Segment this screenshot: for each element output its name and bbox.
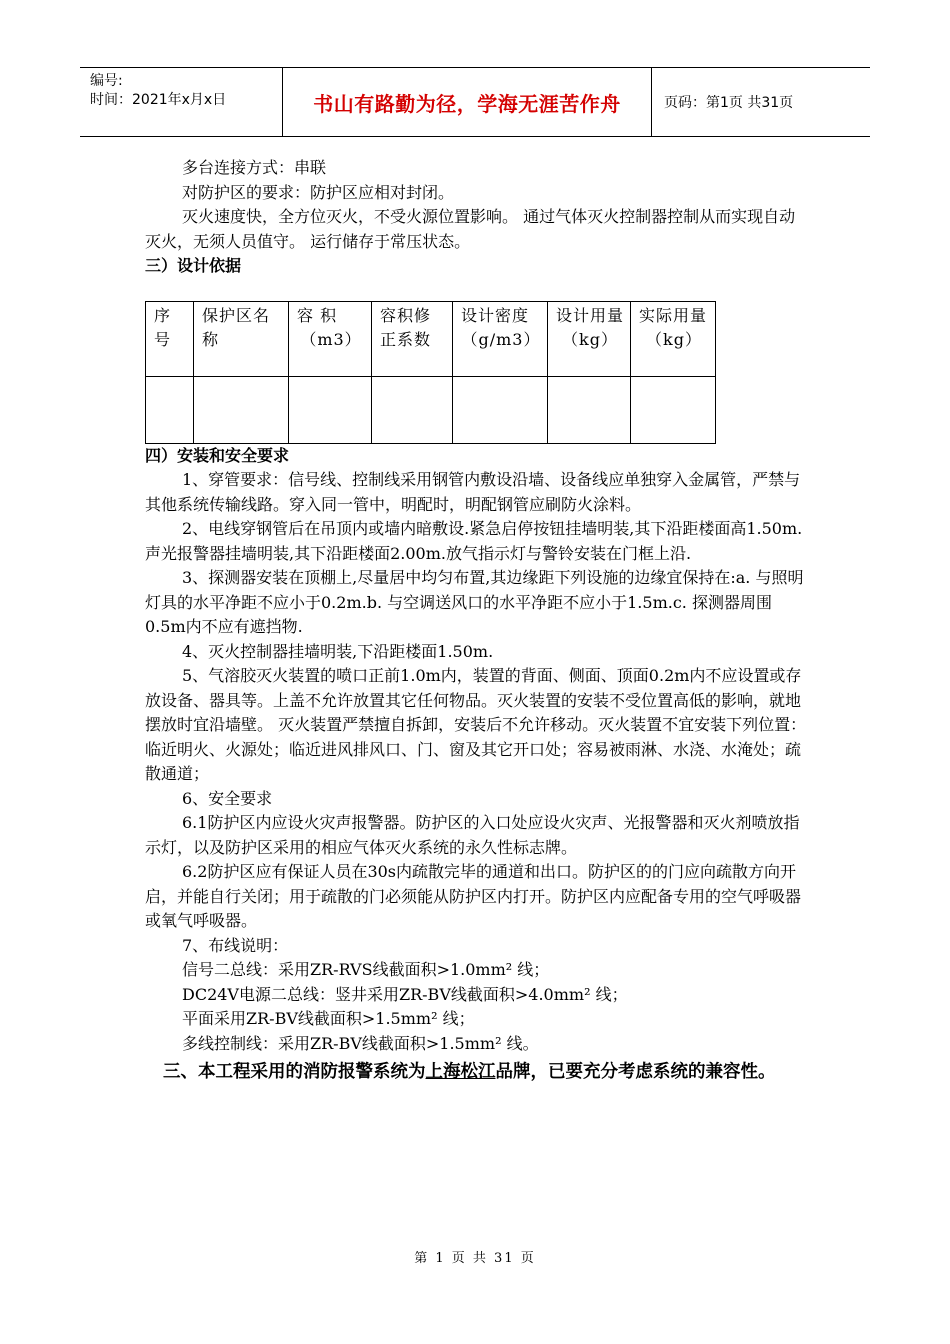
table-row (146, 376, 716, 443)
table-header-cell: 序号 (146, 301, 194, 376)
paragraph: 6.2防护区应有保证人员在30s内疏散完毕的通道和出口。防护区的的门应向疏散方向开启，并能自行关闭；用于疏散的门必须能从防护区内打开。防护区内应配备专用的空气呼吸器或氧气呼吸器。 (145, 862, 802, 930)
table-header-row (146, 301, 716, 376)
brand-name: 上海松江 (425, 1062, 496, 1082)
document-body (145, 156, 810, 1088)
paragraph: 6.1防护区内应设火灾声报警器。防护区的入口处应设火灾声、光报警器和灭火剂喷放指示灯，以及防护区采用的相应气体灭火系统的永久性标志牌。 (145, 813, 800, 857)
section-title-design-basis: 三）设计依据 (145, 256, 242, 275)
table-cell (146, 376, 194, 443)
document-time: 时间：2021年x月x日 (90, 92, 227, 108)
header-page-info: 页码：第1页 共31页 (664, 95, 794, 111)
table-cell (194, 376, 289, 443)
wiring-line: 多线控制线：采用ZR-BV线截面积>1.5mm² 线。 (182, 1033, 539, 1053)
header-motto: 书山有路勤为径，学海无涯苦作舟 (283, 68, 652, 136)
table-header-cell: 容积修正系数 (372, 301, 453, 376)
intro-line: 多台连接方式：串联 (182, 158, 327, 177)
closing-statement: 三、本工程采用的消防报警系统为上海松江品牌，已要充分考虑系统的兼容性。 (163, 1062, 776, 1082)
paragraph: 1、穿管要求：信号线、控制线采用钢管内敷设沿墙、设备线应单独穿入金属管，严禁与其他系统传输线路。穿入同一管中，明配时，明配钢管应刷防火涂料。 (145, 470, 801, 514)
table-cell (372, 376, 453, 443)
design-basis-table (145, 301, 716, 444)
table-cell (453, 376, 548, 443)
table-header-cell: 设计用量 （kg） (548, 301, 631, 376)
table-header-cell: 容 积 （m3） (289, 301, 372, 376)
section-title-installation-safety: 四）安装和安全要求 (145, 445, 290, 465)
table-cell (548, 376, 631, 443)
table-cell (631, 376, 716, 443)
paragraph: 2、电线穿钢管后在吊顶内或墙内暗敷设.紧急启停按钮挂墙明装,其下沿距楼面高1.50m.声光报警器挂墙明装,其下沿距楼面2.00m.放气指示灯与警铃安装在门框上沿. (145, 519, 803, 563)
wiring-line: 平面采用ZR-BV线截面积>1.5mm² 线； (182, 1009, 475, 1028)
paragraph: 4、灭火控制器挂墙明装,下沿距楼面1.50m. (182, 641, 494, 661)
paragraph: 5、气溶胶灭火装置的喷口正前1.0m内，装置的背面、侧面、顶面0.2m内不应设置或存放设备、器具等。上盖不允许放置其它任何物品。灭火装置的安装不受位置高低的影响，就地摆放时宜沿墙壁。 灭火装置严禁擅自拆卸，安装后不允许移动。灭火装置不宜安装下列位置：临近明火、火源处；临近进风排风口、门、窗及其它开口处；容易被雨淋、水浇、水淹处；疏散通道； (145, 666, 807, 783)
page-footer: 第 1 页 共 31 页 (414, 1251, 536, 1266)
header-meta (80, 68, 283, 136)
paragraph: 3、探测器安装在顶棚上,尽量居中均匀布置,其边缘距下列设施的边缘宜保持在:a. 与照明灯具的水平净距不应小于0.2m.b. 与空调送风口的水平净距不应小于1.5m.c. 探测器周围0.5m内不应有遮挡物. (145, 568, 804, 636)
page-header (80, 67, 870, 137)
wiring-line: 信号二总线：采用ZR-RVS线截面积>1.0mm² 线； (182, 960, 550, 979)
wiring-line: DC24V电源二总线：竖井采用ZR-BV线截面积>4.0mm² 线； (182, 984, 628, 1004)
document-number-label: 编号: (90, 73, 123, 89)
paragraph: 7、布线说明： (182, 935, 289, 955)
table-header-cell: 设计密度 （g/m3） (453, 301, 548, 376)
intro-line: 对防护区的要求：防护区应相对封闭。 (182, 182, 455, 202)
table-header-cell: 实际用量 （kg） (631, 301, 716, 376)
table-header-cell: 保护区名称 (194, 301, 289, 376)
intro-line: 灭火速度快，全方位灭火，不受火源位置影响。 通过气体灭火控制器控制从而实现自动灭火，无须人员值守。 运行储存于常压状态。 (145, 207, 796, 251)
paragraph: 6、安全要求 (182, 788, 273, 808)
table-cell (289, 376, 372, 443)
